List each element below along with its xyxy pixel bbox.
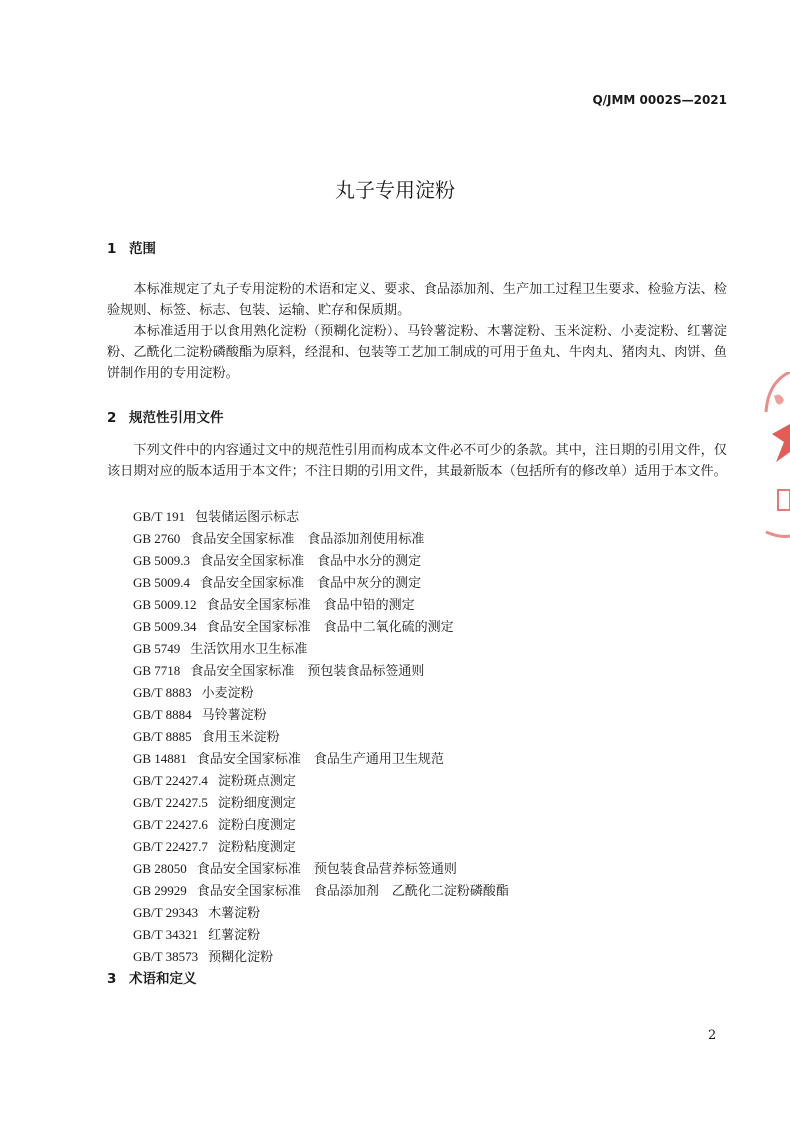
reference-code: GB 7718 — [133, 663, 181, 678]
reference-code: GB 5009.34 — [133, 619, 197, 634]
reference-item — [133, 704, 509, 726]
reference-title: 马铃薯淀粉 — [201, 708, 267, 723]
reference-item — [133, 550, 509, 572]
reference-code: GB 29929 — [133, 883, 187, 898]
reference-item — [133, 616, 509, 638]
reference-item — [133, 924, 509, 946]
reference-title: 食品安全国家标准 食品生产通用卫生规范 — [196, 752, 444, 767]
reference-code: GB 5009.4 — [133, 575, 191, 590]
reference-title: 食品安全国家标准 预包装食品标签通则 — [190, 664, 425, 679]
standard-code: Q/JMM 0002S—2021 — [592, 93, 727, 107]
reference-item — [133, 792, 509, 814]
scope-paragraph: 本标准适用于以食用熟化淀粉（预糊化淀粉）、马铃薯淀粉、木薯淀粉、玉米淀粉、小麦淀粉、红薯淀粉、乙酰化二淀粉磷酸酯为原料，经混和、包装等工艺加工制成的可用于鱼丸、牛肉丸、猪肉丸、肉饼、鱼饼制作用的专用淀粉。 — [107, 324, 727, 381]
reference-title: 淀粉粘度测定 — [217, 840, 296, 855]
reference-title: 食品安全国家标准 食品中二氧化硫的测定 — [206, 620, 454, 635]
reference-item — [133, 528, 509, 550]
section-title: 术语和定义 — [129, 971, 197, 987]
section-heading-terms — [107, 967, 197, 987]
section-heading-scope — [107, 237, 156, 257]
section-number: 3 — [107, 971, 117, 987]
reference-code: GB 5009.12 — [133, 597, 197, 612]
reference-code: GB/T 22427.6 — [133, 817, 208, 832]
reference-item — [133, 902, 509, 924]
reference-title: 红薯淀粉 — [208, 928, 261, 943]
reference-title: 包装储运图示标志 — [195, 510, 300, 525]
reference-title: 小麦淀粉 — [201, 686, 254, 701]
reference-item — [133, 858, 509, 880]
reference-title: 食品安全国家标准 食品中水分的测定 — [200, 554, 422, 569]
section-number: 1 — [107, 241, 117, 257]
scope-paragraph: 本标准规定了丸子专用淀粉的术语和定义、要求、食品添加剂、生产加工过程卫生要求、检验方法、检验规则、标签、标志、包装、运输、贮存和保质期。 — [107, 282, 727, 318]
reference-title: 淀粉斑点测定 — [217, 774, 296, 789]
reference-title: 食品安全国家标准 食品添加剂使用标准 — [190, 532, 425, 547]
reference-title: 食品安全国家标准 食品添加剂 乙酰化二淀粉磷酸酯 — [196, 884, 509, 899]
reference-title: 食品安全国家标准 预包装食品营养标签通则 — [196, 862, 457, 877]
reference-code: GB/T 38573 — [133, 949, 199, 964]
reference-title: 木薯淀粉 — [208, 906, 261, 921]
page-number: 2 — [708, 1028, 717, 1043]
reference-code: GB/T 22427.7 — [133, 839, 208, 854]
section-number: 2 — [107, 410, 117, 426]
reference-code: GB/T 29343 — [133, 905, 199, 920]
document-title: 丸子专用淀粉 — [335, 178, 455, 202]
reference-item — [133, 594, 509, 616]
reference-title: 淀粉白度测定 — [217, 818, 296, 833]
reference-item — [133, 770, 509, 792]
reference-code: GB/T 8883 — [133, 685, 192, 700]
reference-code: GB/T 8885 — [133, 729, 192, 744]
reference-code: GB/T 34321 — [133, 927, 199, 942]
reference-title: 食品安全国家标准 食品中铅的测定 — [206, 598, 415, 613]
reference-item — [133, 880, 509, 902]
references-intro: 下列文件中的内容通过文中的规范性引用而构成本文件必不可少的条款。其中，注日期的引用文件，仅该日期对应的版本适用于本文件；不注日期的引用文件，其最新版本（包括所有的修改单）适用于本文件。 — [107, 443, 727, 479]
reference-code: GB/T 8884 — [133, 707, 192, 722]
red-seal-stamp — [760, 372, 790, 542]
reference-list — [133, 506, 509, 968]
section-title: 范围 — [129, 241, 156, 257]
reference-title: 生活饮用水卫生标准 — [190, 642, 308, 657]
reference-title: 食品安全国家标准 食品中灰分的测定 — [200, 576, 422, 591]
reference-item — [133, 748, 509, 770]
reference-item — [133, 726, 509, 748]
reference-code: GB 14881 — [133, 751, 187, 766]
reference-item — [133, 572, 509, 594]
reference-item — [133, 946, 509, 968]
section-heading-references — [107, 406, 224, 426]
reference-item — [133, 660, 509, 682]
reference-code: GB 28050 — [133, 861, 187, 876]
reference-code: GB 5749 — [133, 641, 181, 656]
reference-title: 食用玉米淀粉 — [201, 730, 280, 745]
reference-title: 预糊化淀粉 — [208, 950, 274, 965]
reference-item — [133, 836, 509, 858]
reference-code: GB/T 22427.5 — [133, 795, 208, 810]
reference-code: GB 5009.3 — [133, 553, 191, 568]
reference-item — [133, 506, 509, 528]
reference-code: GB/T 191 — [133, 509, 186, 524]
section-title: 规范性引用文件 — [129, 410, 224, 426]
reference-item — [133, 814, 509, 836]
reference-item — [133, 638, 509, 660]
reference-item — [133, 682, 509, 704]
reference-title: 淀粉细度测定 — [217, 796, 296, 811]
reference-code: GB 2760 — [133, 531, 181, 546]
reference-code: GB/T 22427.4 — [133, 773, 208, 788]
